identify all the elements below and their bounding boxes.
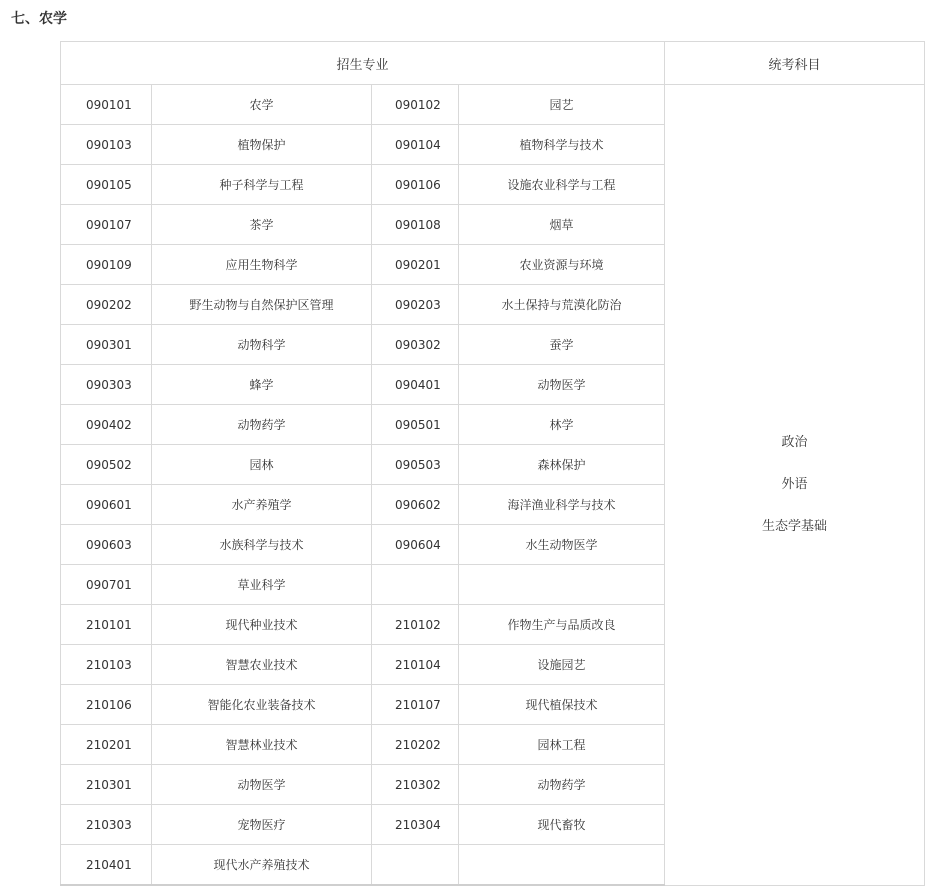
major-name: 宠物医疗 [152,805,372,845]
major-name: 动物药学 [152,405,372,445]
major-code: 090402 [61,405,152,445]
major-name: 动物医学 [152,765,372,805]
major-name: 农学 [152,85,372,125]
major-code: 090401 [372,365,459,405]
major-name: 作物生产与品质改良 [459,605,665,645]
major-name: 设施农业科学与工程 [459,165,665,205]
major-name: 园林 [152,445,372,485]
majors-table [60,41,925,886]
major-name: 动物科学 [152,325,372,365]
major-code: 090603 [61,525,152,565]
major-code: 090108 [372,205,459,245]
major-code: 210201 [61,725,152,765]
major-code: 090105 [61,165,152,205]
major-name: 现代植保技术 [459,685,665,725]
major-code: 090302 [372,325,459,365]
major-code: 210103 [61,645,152,685]
major-code: 090501 [372,405,459,445]
major-name: 水族科学与技术 [152,525,372,565]
major-code: 210107 [372,685,459,725]
section-title: 七、农学 [11,11,67,27]
major-name: 林学 [459,405,665,445]
major-code: 090109 [61,245,152,285]
major-code: 090604 [372,525,459,565]
major-code: 090104 [372,125,459,165]
major-name: 蜂学 [152,365,372,405]
major-code: 090106 [372,165,459,205]
major-name: 动物医学 [459,365,665,405]
major-code: 090301 [61,325,152,365]
major-name: 智能化农业装备技术 [152,685,372,725]
major-code: 090303 [61,365,152,405]
major-code: 210102 [372,605,459,645]
major-name: 设施园艺 [459,645,665,685]
exam-subjects-cell [665,85,925,886]
major-code: 210401 [61,845,152,886]
major-name: 水产养殖学 [152,485,372,525]
major-name: 水生动物医学 [459,525,665,565]
table-body [61,85,925,886]
table-header-row [61,42,925,85]
major-code: 210304 [372,805,459,845]
major-code [372,565,459,605]
major-name: 智慧农业技术 [152,645,372,685]
major-name: 动物药学 [459,765,665,805]
major-name: 草业科学 [152,565,372,605]
major-code: 210303 [61,805,152,845]
major-name: 植物保护 [152,125,372,165]
major-code: 090602 [372,485,459,525]
major-name: 茶学 [152,205,372,245]
major-name: 应用生物科学 [152,245,372,285]
exam-subject: 生态学基础 [762,518,828,534]
major-code [372,845,459,886]
major-name: 森林保护 [459,445,665,485]
major-name: 农业资源与环境 [459,245,665,285]
exam-subject: 外语 [781,476,808,492]
major-code: 090103 [61,125,152,165]
major-name: 蚕学 [459,325,665,365]
major-code: 090701 [61,565,152,605]
major-name: 现代种业技术 [152,605,372,645]
major-name: 植物科学与技术 [459,125,665,165]
major-name: 野生动物与自然保护区管理 [152,285,372,325]
major-name: 现代畜牧 [459,805,665,845]
major-code: 210302 [372,765,459,805]
major-name: 园林工程 [459,725,665,765]
major-code: 090503 [372,445,459,485]
major-code: 090601 [61,485,152,525]
major-code: 210301 [61,765,152,805]
major-name: 烟草 [459,205,665,245]
major-code: 210202 [372,725,459,765]
header-majors: 招生专业 [61,42,665,85]
major-code: 090202 [61,285,152,325]
header-exam-subjects: 统考科目 [665,42,925,85]
major-code: 090101 [61,85,152,125]
major-name: 园艺 [459,85,665,125]
major-code: 210101 [61,605,152,645]
major-name: 现代水产养殖技术 [152,845,372,886]
major-name [459,845,665,886]
major-name: 种子科学与工程 [152,165,372,205]
major-code: 210104 [372,645,459,685]
major-name [459,565,665,605]
major-code: 090502 [61,445,152,485]
major-name: 水土保持与荒漠化防治 [459,285,665,325]
major-name: 海洋渔业科学与技术 [459,485,665,525]
major-code: 090102 [372,85,459,125]
major-code: 090201 [372,245,459,285]
exam-subject: 政治 [781,434,808,450]
major-name: 智慧林业技术 [152,725,372,765]
table-row [61,85,925,125]
major-code: 090107 [61,205,152,245]
major-code: 210106 [61,685,152,725]
major-code: 090203 [372,285,459,325]
